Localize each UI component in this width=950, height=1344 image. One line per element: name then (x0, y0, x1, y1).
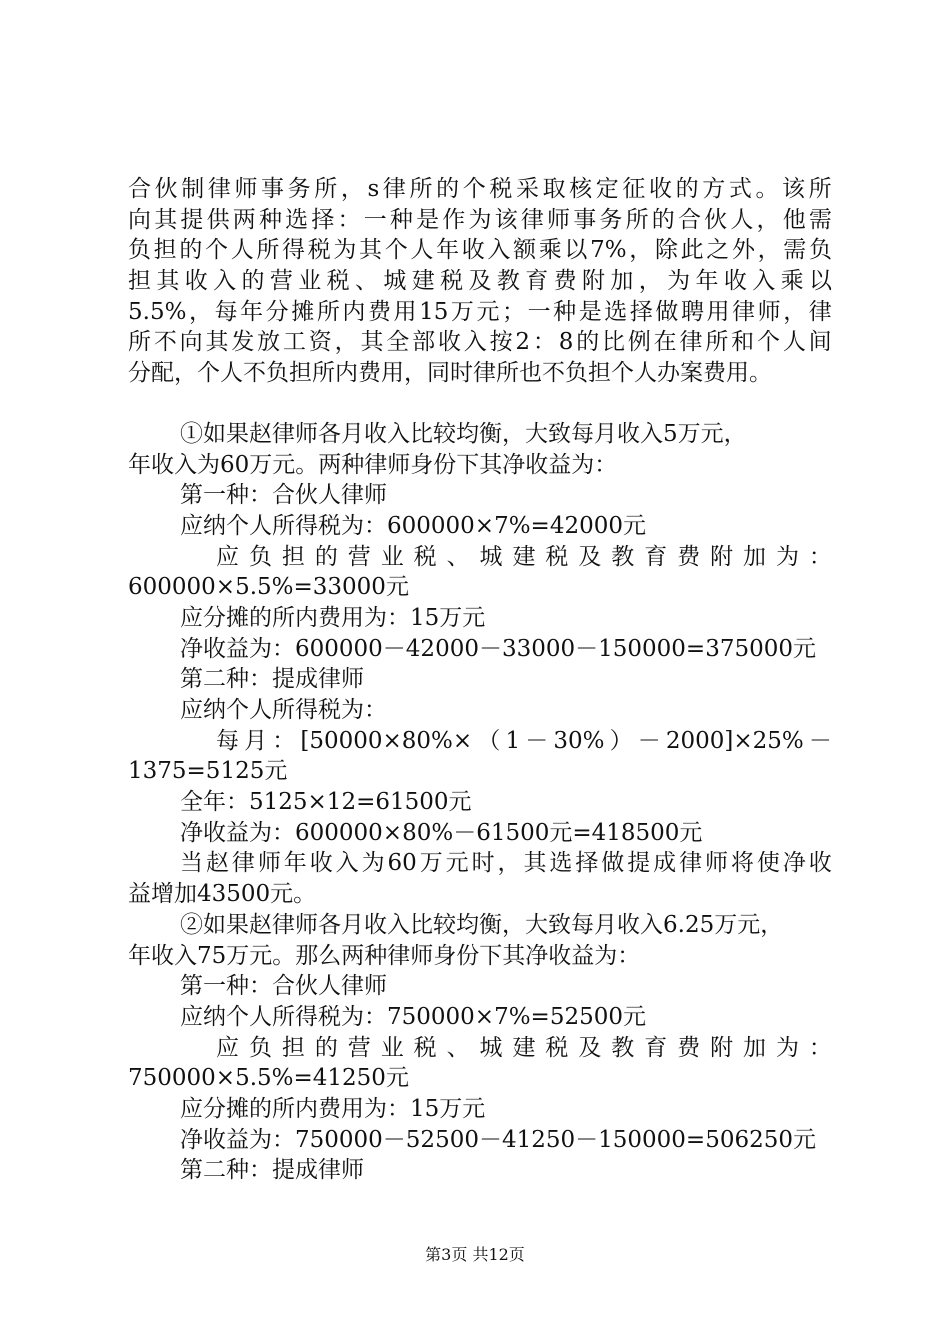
case-intro: ②如果赵律师各月收入比较均衡，大致每月收入6.25万元， (180, 911, 784, 938)
surcharge-char: 负 (248, 543, 272, 570)
surcharge-char: 为 (775, 543, 799, 570)
surcharge-char: 教 (611, 543, 635, 570)
surcharge-char: 附 (710, 543, 734, 570)
text-run: 选 (549, 850, 573, 877)
surcharge-char: 育 (644, 1034, 668, 1061)
conclusion-line-cont: 益增加43500元。 (128, 881, 317, 908)
surcharge-char: 、 (446, 543, 470, 570)
paragraph-line: 分配，个人不负担所内费用，同时律所也不负担个人办案费用。 (128, 360, 772, 387)
text-run: 律 (808, 298, 832, 325)
text-run: 方 (702, 176, 726, 202)
text-run: 所 (409, 176, 433, 202)
text-run: 向 (179, 329, 203, 356)
text-run: 其 (360, 329, 384, 356)
text-run: 入 (213, 268, 237, 295)
surcharge-char: 负 (248, 1034, 272, 1061)
text-run: 人 (730, 206, 754, 233)
surcharge-amount: 600000×5.5%=33000元 (128, 574, 409, 601)
text-run: 收 (309, 850, 333, 877)
surcharge-char: 及 (578, 543, 602, 570)
text-run: 择 (311, 206, 335, 233)
formula-part: [50000×80%× (300, 727, 473, 754)
text-run: 核 (569, 176, 593, 202)
text-run: 务 (599, 206, 623, 233)
text-run: 事 (261, 176, 285, 202)
text-run: 负 (808, 237, 832, 264)
surcharge-char: 加 (743, 543, 766, 570)
surcharge-char: 建 (512, 1034, 536, 1061)
text-run: 税 (489, 176, 513, 202)
formula-part: 月 (244, 727, 268, 754)
surcharge-char: 税 (545, 543, 569, 570)
text-run: 此 (680, 237, 704, 264)
text-run: ， (189, 298, 212, 325)
surcharge-char: 税 (413, 543, 437, 570)
text-run: ， (497, 850, 521, 877)
text-run: 教 (496, 268, 520, 295)
text-run: 担 (128, 268, 151, 295)
text-run: 取 (542, 176, 566, 202)
text-run: 乘 (538, 237, 562, 264)
text-run: 种 (258, 206, 282, 233)
surcharge-char: 费 (677, 1034, 701, 1061)
text-run: 费 (367, 298, 391, 325)
text-run: 外 (731, 237, 755, 264)
text-run: 其 (205, 329, 229, 356)
text-run: 所 (314, 176, 338, 202)
text-run: 律 (520, 206, 544, 233)
text-run: 入 (752, 268, 776, 295)
text-run: 建 (411, 268, 435, 295)
text-run: 律 (732, 298, 756, 325)
text-run: ， (783, 298, 807, 325)
text-run: 按 (489, 329, 513, 356)
text-run: 工 (282, 329, 306, 356)
net-income-line: 净收益为：600000－42000－33000－150000=375000元 (180, 635, 817, 662)
surcharge-char: 税 (413, 1034, 437, 1061)
text-run: 和 (731, 329, 755, 356)
surcharge-char: 教 (611, 1034, 635, 1061)
text-run: 得 (282, 237, 306, 264)
formula-part: 2000]×25% (665, 727, 804, 754)
text-run: 师 (705, 850, 729, 877)
text-run: 师 (757, 298, 781, 325)
text-run: 所 (808, 176, 832, 202)
surcharge-char: 、 (446, 1034, 470, 1061)
text-run: 做 (601, 850, 625, 877)
text-run: ， (629, 237, 653, 264)
text-run: 人 (782, 329, 806, 356)
text-run: 附 (582, 268, 605, 295)
surcharge-char: 的 (314, 1034, 338, 1061)
page-number-footer: 第3页 共12页 (425, 1245, 525, 1264)
surcharge-char: 应 (216, 543, 239, 570)
text-run: 元 (445, 850, 469, 877)
text-run: 以 (809, 268, 832, 295)
text-run: 净 (782, 850, 806, 877)
text-run: 制 (181, 176, 205, 202)
text-run: 乘 (780, 268, 804, 295)
text-run: 务 (287, 176, 311, 202)
paragraph-line (128, 327, 832, 358)
text-run: 分 (265, 298, 289, 325)
text-run: 选 (604, 298, 628, 325)
text-run: 律 (207, 176, 231, 202)
text-run: 营 (269, 268, 293, 295)
text-run: 事 (573, 206, 597, 233)
text-run: 入 (335, 850, 359, 877)
text-run: 种 (553, 298, 577, 325)
surcharge-char: 担 (281, 543, 305, 570)
surcharge-char: 营 (347, 1034, 371, 1061)
text-run: 需 (808, 206, 832, 233)
text-run: 收 (649, 176, 672, 202)
text-run: 部 (412, 329, 436, 356)
text-run: 式 (728, 176, 752, 202)
surcharge-char: 附 (710, 1034, 734, 1061)
text-run: 税 (440, 268, 464, 295)
text-run: 伙 (704, 206, 728, 233)
option-heading: 第一种：合伙人律师 (180, 482, 387, 509)
text-run: 15 (419, 298, 449, 325)
text-run: 师 (257, 850, 281, 877)
text-run: 60 (387, 850, 417, 877)
text-run: 个 (462, 176, 486, 202)
text-run: 加 (610, 268, 634, 295)
text-run: 其 (156, 268, 180, 295)
paragraph-line (128, 205, 832, 236)
text-run: 为 (468, 206, 492, 233)
surcharge-char: 加 (743, 1034, 766, 1061)
text-run: 所 (625, 206, 649, 233)
text-run: ， (334, 329, 358, 356)
text-run: 每 (214, 298, 238, 325)
text-run: 比 (602, 329, 626, 356)
text-run: 除 (654, 237, 678, 264)
surcharge-line (128, 1033, 832, 1064)
surcharge-char: 应 (216, 1034, 239, 1061)
text-run: 将 (730, 850, 754, 877)
text-run: 征 (622, 176, 646, 202)
surcharge-char: 业 (380, 543, 404, 570)
text-run: 入 (463, 329, 487, 356)
text-run: 的 (576, 329, 600, 356)
text-run: 合 (128, 176, 151, 202)
text-run: 其 (523, 850, 547, 877)
text-run: 个 (205, 237, 229, 264)
text-run: 是 (416, 206, 440, 233)
text-run: 内 (342, 298, 366, 325)
text-run: 时 (471, 850, 495, 877)
text-run: 为 (361, 850, 385, 877)
surcharge-char: 的 (314, 543, 338, 570)
text-run: 律 (382, 176, 406, 202)
text-run: 的 (651, 206, 675, 233)
text-run: ： (337, 206, 361, 233)
text-run: 择 (575, 850, 599, 877)
text-run: 额 (513, 237, 537, 264)
income-tax-line: 应纳个人所得税为：600000×7%=42000元 (180, 512, 646, 539)
text-run: 一 (527, 298, 551, 325)
text-run: 年 (240, 298, 264, 325)
income-tax-line: 应纳个人所得税为： (180, 697, 387, 723)
text-run: 负 (128, 237, 151, 264)
text-run: 发 (231, 329, 255, 356)
firm-fee-line: 应分摊的所内费用为：15万元 (180, 1095, 486, 1122)
text-run: 收 (808, 850, 832, 877)
monthly-tax-result: 1375=5125元 (128, 758, 288, 785)
text-run: 收 (461, 237, 485, 264)
text-run: 律 (231, 850, 255, 877)
text-run: 7% (590, 237, 627, 264)
text-run: 定 (595, 176, 619, 202)
text-run: 担 (153, 237, 177, 264)
text-run: 摊 (291, 298, 315, 325)
surcharge-char: 城 (479, 543, 503, 570)
text-run: ， (757, 237, 781, 264)
text-run: 及 (468, 268, 492, 295)
text-run: 一 (363, 206, 387, 233)
income-tax-line: 应纳个人所得税为：750000×7%=52500元 (180, 1003, 646, 1030)
text-run: 所 (256, 237, 280, 264)
paragraph-line (128, 174, 832, 205)
document-body (128, 174, 832, 1186)
surcharge-char: 城 (479, 1034, 503, 1061)
case-intro-cont: 年收入为60万元。两种律师身份下其净收益为： (128, 451, 618, 478)
firm-fee-line: 应分摊的所内费用为：15万元 (180, 604, 486, 631)
text-run: 万 (450, 298, 474, 325)
text-run: 所 (128, 329, 151, 356)
text-run: 全 (386, 329, 410, 356)
text-run: 的 (179, 237, 203, 264)
surcharge-amount: 750000×5.5%=41250元 (128, 1065, 409, 1092)
text-run: 聘 (680, 298, 704, 325)
formula-part: ： (272, 727, 296, 754)
text-run: 例 (627, 329, 651, 356)
text-run: 人 (230, 237, 254, 264)
text-run: 万 (419, 850, 443, 877)
formula-part: － (637, 727, 661, 754)
text-run: 年 (283, 850, 307, 877)
text-run: 该 (494, 206, 518, 233)
text-run: 为 (333, 237, 357, 264)
text-run: s (367, 176, 380, 202)
option-heading: 第二种：提成律师 (180, 666, 364, 693)
text-run: 之 (706, 237, 730, 264)
text-run: 2 (515, 329, 531, 356)
text-run: ： (532, 329, 556, 356)
formula-part: 1 (505, 727, 521, 754)
text-run: 个 (756, 329, 780, 356)
case-intro-cont: 年收入75万元。那么两种律师身份下其净收益为： (128, 942, 641, 969)
formula-part: ） (609, 727, 633, 754)
text-run: 的 (675, 176, 699, 202)
text-run: 需 (783, 237, 807, 264)
text-run: 的 (436, 176, 460, 202)
text-run: 年 (436, 237, 460, 264)
text-run: 师 (547, 206, 570, 233)
text-run: 不 (153, 329, 177, 356)
net-income-line: 净收益为：600000×80%－61500元=418500元 (180, 819, 703, 846)
text-run: 税 (326, 268, 350, 295)
conclusion-line (128, 848, 832, 879)
option-heading: 第一种：合伙人律师 (180, 973, 387, 1000)
text-run: 元 (476, 298, 500, 325)
text-run: 为 (667, 268, 691, 295)
paragraph-line (128, 266, 832, 297)
text-run: 育 (525, 268, 549, 295)
text-run: 种 (389, 206, 413, 233)
text-run: 。 (755, 176, 779, 202)
paragraph-line (128, 235, 832, 266)
text-run: ， (340, 176, 364, 202)
text-run: 是 (578, 298, 602, 325)
case-intro: ①如果赵律师各月收入比较均衡，大致每月收入5万元， (180, 420, 747, 447)
text-run: 城 (383, 268, 407, 295)
surcharge-char: ： (808, 1034, 832, 1061)
text-run: 伙 (154, 176, 178, 202)
formula-part: （ (477, 727, 501, 754)
case-one-section (128, 419, 832, 910)
surcharge-char: 为 (775, 1034, 799, 1061)
annual-tax-line: 全年：5125×12=61500元 (180, 789, 472, 816)
text-run: 向 (128, 206, 151, 233)
text-run: 当 (180, 850, 203, 877)
case-two-section (128, 910, 832, 1186)
surcharge-char: 建 (512, 543, 536, 570)
text-run: 使 (756, 850, 780, 877)
option-heading: 第二种：提成律师 (180, 1157, 364, 1184)
intro-paragraph (128, 174, 832, 389)
text-run: ， (638, 268, 662, 295)
text-run: 年 (695, 268, 719, 295)
text-run: 人 (410, 237, 434, 264)
text-run: 律 (679, 850, 703, 877)
text-run: 赵 (205, 850, 229, 877)
formula-part: － (525, 727, 549, 754)
monthly-tax-line (128, 726, 832, 757)
text-run: 收 (723, 268, 747, 295)
text-run: 作 (442, 206, 466, 233)
formula-part: 30% (553, 727, 605, 754)
surcharge-char: 业 (380, 1034, 404, 1061)
text-run: 选 (285, 206, 309, 233)
paragraph-spacer (128, 389, 832, 419)
text-run: 资 (308, 329, 332, 356)
net-income-line: 净收益为：750000－52500－41250－150000=506250元 (180, 1126, 817, 1153)
text-run: 合 (677, 206, 701, 233)
text-run: 他 (782, 206, 806, 233)
text-run: 费 (553, 268, 577, 295)
surcharge-char: 费 (677, 543, 701, 570)
text-run: 该 (782, 176, 806, 202)
text-run: 提 (627, 850, 651, 877)
surcharge-char: 营 (347, 543, 371, 570)
text-run: 用 (393, 298, 417, 325)
text-run: 入 (487, 237, 511, 264)
text-run: 两 (232, 206, 256, 233)
text-run: 其 (154, 206, 178, 233)
surcharge-line (128, 542, 832, 573)
text-run: 所 (705, 329, 729, 356)
surcharge-char: 育 (644, 543, 668, 570)
text-run: 提 (180, 206, 204, 233)
text-run: 以 (564, 237, 588, 264)
text-run: 8 (558, 329, 574, 356)
text-run: 收 (437, 329, 461, 356)
text-run: 放 (257, 329, 281, 356)
formula-part: 每 (216, 727, 239, 754)
surcharge-char: 及 (578, 1034, 602, 1061)
text-run: 5.5% (128, 298, 187, 325)
text-run: 、 (355, 268, 378, 295)
text-run: 律 (679, 329, 703, 356)
text-run: 采 (515, 176, 539, 202)
text-run: ， (756, 206, 780, 233)
text-run: 供 (206, 206, 230, 233)
text-run: 其 (359, 237, 383, 264)
text-run: ； (502, 298, 526, 325)
text-run: 择 (629, 298, 653, 325)
text-run: 业 (298, 268, 322, 295)
text-run: 间 (808, 329, 832, 356)
surcharge-char: 税 (545, 1034, 569, 1061)
surcharge-char: ： (808, 543, 832, 570)
paragraph-line (128, 297, 832, 328)
text-run: 师 (234, 176, 258, 202)
surcharge-char: 担 (281, 1034, 305, 1061)
text-run: 的 (241, 268, 265, 295)
text-run: 做 (655, 298, 679, 325)
text-run: 成 (653, 850, 677, 877)
text-run: 税 (307, 237, 331, 264)
text-run: 个 (384, 237, 408, 264)
text-run: 在 (653, 329, 677, 356)
text-run: 所 (316, 298, 340, 325)
text-run: 用 (706, 298, 730, 325)
formula-part: － (808, 727, 832, 754)
text-run: 收 (184, 268, 208, 295)
